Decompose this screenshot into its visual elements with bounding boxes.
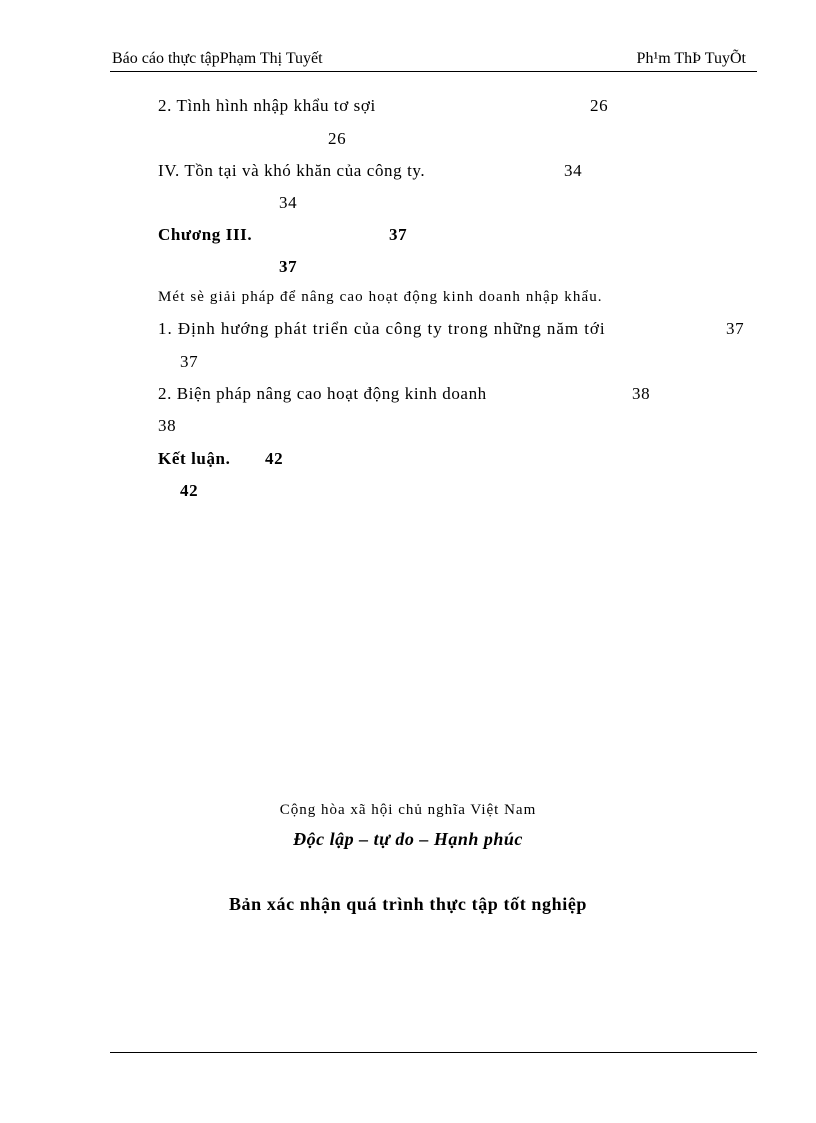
toc-entry-page-repeat: 26 [328,129,347,148]
certificate-title: Bản xác nhận quá trình thực tập tốt nghiệp [228,894,588,914]
toc-entry-text: IV. Tồn tại và khó khăn của công ty. [158,161,426,180]
national-slogan: Độc lập – tự do – Hạnh phúc [293,829,523,849]
toc-entry-page: 37 [389,225,408,244]
toc-entry-text: 2. Biện pháp nâng cao hoạt động kinh doanh [158,384,487,403]
header-right-text: Ph¹m ThÞ TuyÕt [636,50,746,67]
toc-entry-text: Chương III. [158,225,253,244]
toc-entry-page-repeat: 38 [158,416,177,435]
national-motto: Cộng hòa xã hội chủ nghĩa Việt Nam [279,802,537,818]
toc-entry-page: 38 [632,384,651,403]
toc-entry-page: 34 [564,161,583,180]
toc-entry-page-repeat: 42 [180,481,199,500]
footer-divider [110,1052,757,1053]
toc-entry-page: 26 [590,96,609,115]
header-divider [110,71,757,72]
header-left-text: Báo cáo thực tậpPhạm Thị Tuyết [112,50,323,67]
toc-entry-text: Mét sè giải pháp để nâng cao hoạt động kinh doanh nhập khẩu. [158,289,603,305]
toc-entry-text: 1. Định hướng phát triển của công ty trong những năm tới [158,319,606,338]
toc-entry-page-repeat: 37 [279,257,298,276]
toc-entry-page: 37 [726,319,745,338]
toc-entry-page: 42 [265,449,284,468]
toc-entry-page-repeat: 37 [180,352,199,371]
toc-entry-text: Kết luận. [158,449,231,468]
toc-entry-text: 2. Tình hình nhập khẩu tơ sợi [158,96,376,115]
toc-entry-page-repeat: 34 [279,193,298,212]
